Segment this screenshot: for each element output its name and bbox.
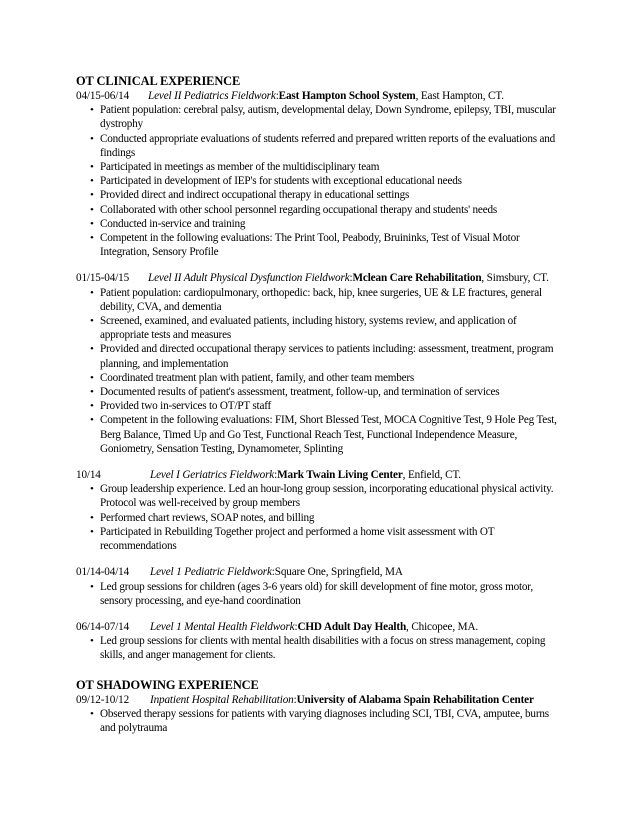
entry-role: Level 1 Pediatric Fieldwork [150, 566, 272, 579]
entry-colon: : [349, 272, 353, 285]
bullet-item: • Coordinated treatment plan with patient, family, and other team members [76, 371, 566, 385]
section-title: OT SHADOWING EXPERIENCE [76, 677, 259, 692]
entry-colon: : [274, 469, 278, 482]
entry-bullet-list [76, 482, 566, 553]
entry-bullet-list [76, 707, 566, 735]
entry-header [76, 565, 566, 579]
entry-dates: 06/14-07/14 [76, 620, 130, 633]
experience-entry-chd [76, 620, 566, 663]
bullet-item: • Documented results of patient's assessment, treatment, follow-up, and termination of services [76, 385, 566, 399]
entry-org: Mclean Care Rehabilitation [352, 272, 482, 285]
entry-dates: 10/14 [76, 469, 101, 482]
entry-dates: 09/12-10/12 [76, 693, 130, 706]
entry-role: Level 1 Mental Health Fieldwork [150, 620, 295, 633]
entry-location: , Enfield, CT. [402, 469, 461, 482]
entry-org: Mark Twain Living Center [277, 469, 403, 482]
entry-role: Level II Adult Physical Dysfunction Fieldwork [148, 272, 350, 285]
entry-location: , Chicopee, MA. [406, 620, 479, 633]
section-clinical-experience [76, 74, 566, 663]
entry-colon: : [294, 620, 298, 633]
experience-entry-east-hampton [76, 89, 566, 259]
bullet-item: • Conducted appropriate evaluations of students referred and prepared written reports of the evaluations and findings [76, 132, 566, 160]
bullet-item: • Group leadership experience. Led an hour-long group session, incorporating educational physical activity. Protocol was well-received by group members [76, 482, 566, 510]
entry-location: Square One, Springfield, MA [274, 566, 403, 579]
bullet-item: • Participated in meetings as member of the multidisciplinary team [76, 160, 566, 174]
bullet-item: • Led group sessions for clients with mental health disabilities with a focus on stress management, coping skills, and anger management for clients. [76, 634, 566, 662]
bullet-item: • Performed chart reviews, SOAP notes, and billing [76, 511, 566, 525]
entry-org: CHD Adult Day Health [297, 620, 407, 633]
entry-location: , Simsbury, CT. [481, 272, 549, 285]
entry-bullet-list [76, 580, 566, 608]
bullet-item: • Patient population: cardiopulmonary, orthopedic: back, hip, knee surgeries, UE & LE fractures, general debility, CVA, and dementia [76, 286, 566, 314]
entry-bullet-list [76, 286, 566, 456]
bullet-item: • Observed therapy sessions for patients with varying diagnoses including SCI, TBI, CVA, amputee, burns and polytrauma [76, 707, 566, 735]
bullet-item: • Conducted in-service and training [76, 217, 566, 231]
resume-page [76, 74, 566, 735]
bullet-item: • Participated in development of IEP's for students with exceptional educational needs [76, 174, 566, 188]
bullet-item: • Competent in the following evaluations: The Print Tool, Peabody, Bruininks, Test of Visual Motor Integration, Sensory Profile [76, 231, 566, 259]
entry-colon: : [275, 90, 279, 102]
section-shadowing-experience [76, 678, 566, 736]
entry-role: Inpatient Hospital Rehabilitation [150, 693, 294, 706]
experience-entry-square-one [76, 565, 566, 608]
experience-entry-mclean [76, 271, 566, 456]
entry-colon: : [271, 566, 275, 579]
bullet-item: • Collaborated with other school personnel regarding occupational therapy and students' needs [76, 203, 566, 217]
entry-header [76, 89, 566, 103]
section-title: OT CLINICAL EXPERIENCE [76, 74, 241, 88]
entry-role: Level II Pediatrics Fieldwork [148, 90, 276, 102]
entry-dates: 04/15-06/14 [76, 90, 130, 102]
experience-entry-uab [76, 693, 566, 736]
entry-header [76, 620, 566, 634]
bullet-item: • Provided direct and indirect occupational therapy in educational settings [76, 188, 566, 202]
entry-location: , East Hampton, CT. [415, 90, 504, 102]
bullet-item: • Screened, examined, and evaluated patients, including history, systems review, and application of appropriate tests and measures [76, 314, 566, 342]
experience-entry-mark-twain [76, 468, 566, 553]
entry-bullet-list [76, 634, 566, 662]
entry-header [76, 271, 566, 285]
entry-header [76, 468, 566, 482]
entry-dates: 01/14-04/14 [76, 566, 130, 579]
bullet-item: • Led group sessions for children (ages 3-6 years old) for skill development of fine motor, gross motor, sensory processing, and eye-hand coordination [76, 580, 566, 608]
entry-org: East Hampton School System [278, 90, 416, 102]
entry-bullet-list [76, 103, 566, 259]
entry-header [76, 693, 566, 707]
entry-dates: 01/15-04/15 [76, 272, 130, 285]
bullet-item: • Competent in the following evaluations: FIM, Short Blessed Test, MOCA Cognitive Test, 9 Hole Peg Test, Berg Balance, Timed Up and Go Test, Functional Reach Test, Functional Independence Measure, Goniometry, Sensation Testing, Dynamometer, Splinting [76, 413, 566, 456]
entry-role: Level I Geriatrics Fieldwork [150, 469, 275, 482]
bullet-item: • Provided two in-services to OT/PT staff [76, 399, 566, 413]
entry-org: University of Alabama Spain Rehabilitation Center [296, 693, 534, 706]
bullet-item: • Participated in Rebuilding Together project and performed a home visit assessment with OT recommendations [76, 525, 566, 553]
bullet-item: • Provided and directed occupational therapy services to patients including: assessment, treatment, program planning, and implementation [76, 342, 566, 370]
entry-colon: : [293, 693, 297, 706]
bullet-item: • Patient population: cerebral palsy, autism, developmental delay, Down Syndrome, epilepsy, TBI, muscular dystrophy [76, 103, 566, 131]
